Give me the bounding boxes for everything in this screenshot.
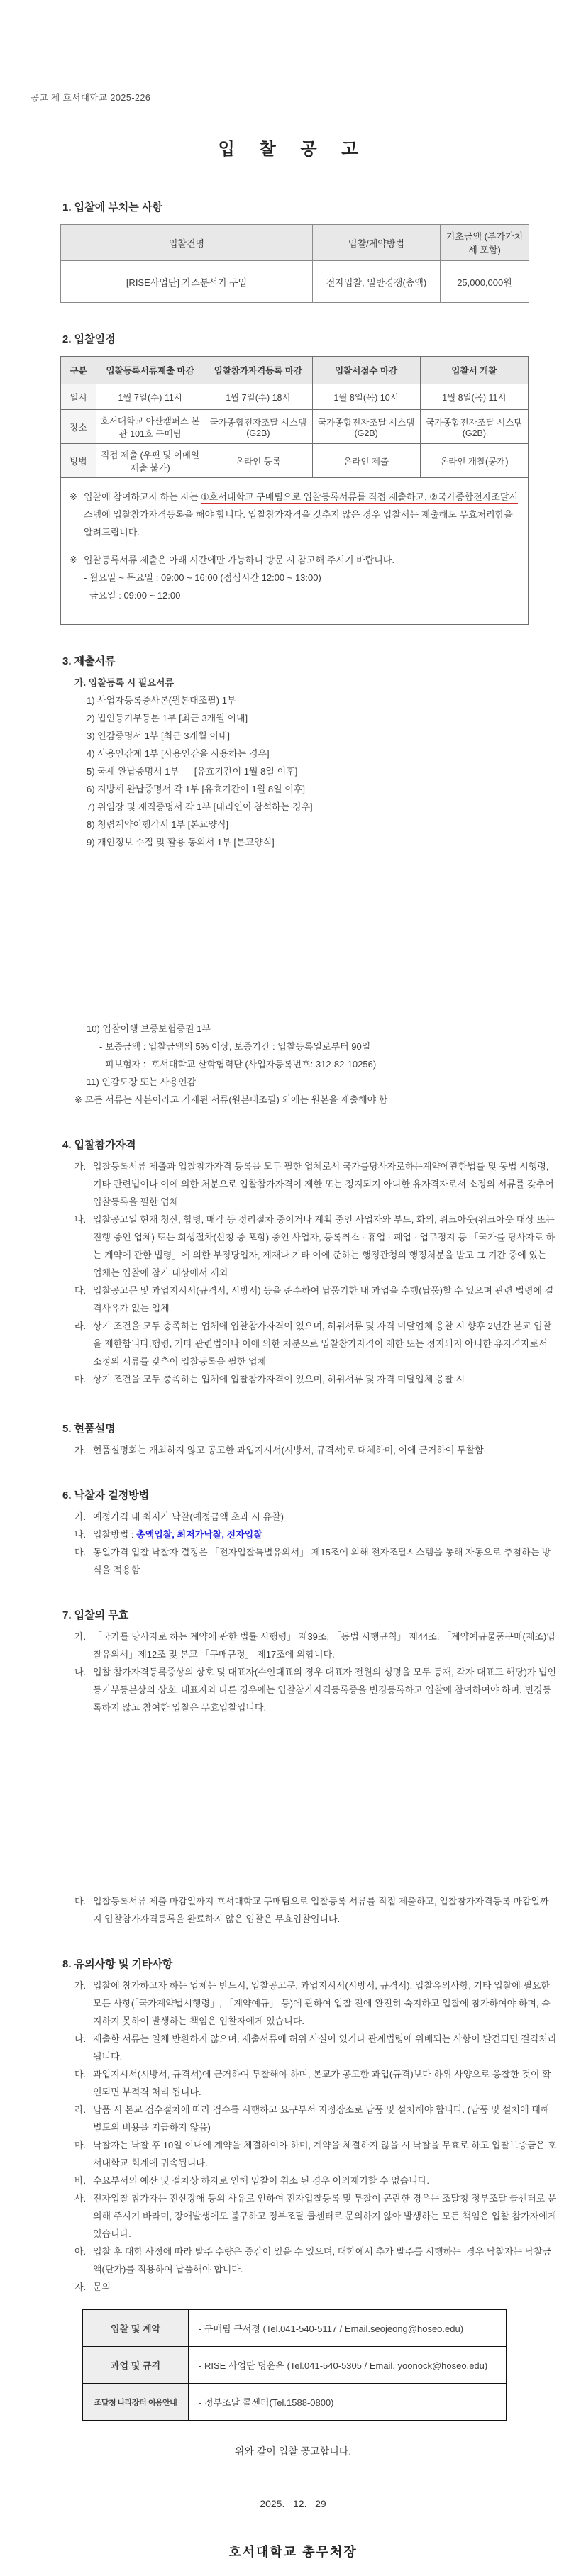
table-row	[61, 410, 529, 444]
closing-statement: 위와 같이 입찰 공고합니다.	[234, 2445, 352, 2457]
bid-title-cell: [RISE사업단] 가스분석기 구입	[61, 261, 313, 303]
list-item: 5) 국세 완납증명서 1부 [유효기간이 1월 8일 이후]	[87, 766, 298, 777]
award-method-list	[74, 1508, 586, 1579]
required-documents-list-continued	[87, 1020, 586, 1091]
schedule-note-2	[70, 551, 519, 604]
item-text: 입찰등록서류 제출 마감일까지 호서대학교 구매팀으로 입찰등록 서류를 직접 제출하고, 입찰참가자격등록 마감일까지 입찰참가자격등록을 완료하지 않은 입찰은 무효입찰입니다.	[93, 1896, 549, 1924]
schedule-cell: 1월 7일(수) 18시	[204, 384, 312, 410]
item-label: 바.	[74, 2175, 87, 2186]
item-label: 라.	[74, 1321, 87, 1331]
row-label: 장소	[61, 410, 96, 444]
list-item	[74, 2030, 586, 2065]
note-mark: ※	[70, 555, 77, 565]
item-text: 전자입찰 참가자는 전산장애 등의 사유로 인하여 전자입찰등록 및 투찰이 곤란한 경우는 조달청 정부조달 콜센터로 문의해 주시기 바라며, 장애발생에도 불구하고 정부조달 콜센터로 문의하지 않아 발생하는 모든 책임은 입찰 참가자에게 있습니다.	[93, 2193, 559, 2239]
item-label: 나.	[74, 1214, 87, 1225]
list-item	[74, 2136, 586, 2172]
list-item	[74, 2278, 586, 2296]
item-text: 과업지시서(시방서, 규격서)에 근거하여 투찰해야 하며, 본교가 공고한 과업(규격)보다 하위 사양으로 응찰한 것이 확인되면 부적격 처리 됩니다.	[93, 2069, 551, 2097]
list-item	[74, 1211, 586, 1282]
bid-item-table	[60, 224, 529, 303]
item-text: 상기 조건을 모두 충족하는 업체에 입찰참가자격이 있으며, 허위서류 및 자격 미달업체 응찰 시	[93, 1374, 465, 1384]
schedule-notes-cell	[61, 478, 529, 625]
item-label: 라.	[74, 2104, 87, 2115]
item-label: 가.	[74, 1445, 87, 1455]
item-text: 「국가를 당사자로 하는 계약에 관한 법률 시행령」 제39조, 「동법 시행규칙」 제44조, 「계약예규물품구매(제조)입찰유의서」제12조 및 본교 「구매규정」 제17조에 의합니다.	[93, 1631, 555, 1660]
list-item: 8) 청렴계약이행각서 1부 [본교양식]	[87, 819, 229, 830]
list-item: 3) 인감증명서 1부 [최근 3개월 이내]	[87, 731, 230, 741]
note-text: 입찰등록서류 제출은 아래 시간에만 가능하니 방문 시 참고해 주시기 바랍니다.	[84, 555, 394, 565]
row-label: 방법	[61, 444, 96, 478]
bid-method-highlight: 총액입찰, 최저가낙찰, 전자입찰	[136, 1529, 262, 1540]
bid-schedule-table	[60, 356, 529, 625]
note-sub-line: - 금요일 : 09:00 ~ 12:00	[84, 590, 181, 601]
list-item	[74, 1370, 586, 1388]
list-item	[74, 1317, 586, 1370]
note-part: 입찰에 참여하고자 하는 자는	[84, 492, 201, 502]
list-item	[74, 1441, 586, 1459]
list-item	[74, 2172, 586, 2189]
qualification-list	[74, 1157, 586, 1388]
section3-note: ※ 모든 서류는 사본이라고 기재된 서류(원본대조필) 외에는 원본을 제출해야 함	[74, 1094, 388, 1105]
item-label: 가.	[74, 1980, 87, 1991]
section3-heading: 3. 제출서류	[62, 655, 116, 667]
list-item	[74, 1977, 586, 2030]
contact-label: 조달청 나라장터 이용안내	[82, 2384, 189, 2421]
contact-label: 과업 및 규격	[82, 2347, 189, 2384]
item-text: 입찰등록서류 제출과 입찰참가자격 등록을 모두 필한 업체로서 국가를당사자로하는계약에관한법률 및 동법 시행령, 기타 관련법이나 이에 의한 처분으로 입찰참가자격이 제한 또는 정지되지 아니한 유자격자로서 소정의 서류를 갖추어 입찰등록을 필한 업체	[93, 1161, 557, 1207]
note-mark: ※	[70, 492, 77, 502]
table-row	[61, 261, 529, 303]
item-text: 수요부서의 예산 및 절차상 하자로 인해 입찰이 취소 된 경우 이의제기할 수 없습니다.	[93, 2175, 429, 2186]
item-label: 자.	[74, 2282, 87, 2292]
item-text: 동일가격 입찰 낙찰자 결정은 「전자입찰특별유의서」 제15조에 의해 전자조달시스템을 통해 자동으로 추첨하는 방식을 적용함	[93, 1547, 551, 1575]
notice-number: 공고 제 호서대학교 2025-226	[31, 93, 151, 103]
section1-heading: 1. 입찰에 부치는 사항	[62, 201, 162, 213]
item-label: 마.	[74, 2140, 87, 2150]
contact-value: - 구매팀 구서정 (Tel.041-540-5117 / Email.seojeong@hoseo.edu)	[189, 2309, 507, 2347]
contact-value: - 정부조달 콜센터(Tel.1588-0800)	[189, 2384, 507, 2421]
section7-heading: 7. 입찰의 무효	[62, 1609, 129, 1621]
required-documents-list	[87, 692, 586, 851]
item-label: 나.	[74, 1529, 87, 1540]
item-label: 다.	[74, 1547, 87, 1558]
section2-heading: 2. 입찰일정	[62, 333, 116, 345]
note-text	[84, 488, 519, 541]
list-item: 11) 인감도장 또는 사용인감	[87, 1077, 197, 1087]
list-item: 2) 법인등기부등본 1부 [최근 3개월 이내]	[87, 713, 248, 723]
page-break-gap	[0, 851, 586, 1020]
schedule-cell: 1월 8일(목) 11시	[420, 384, 528, 410]
item-text: 입찰 참가자격등록증상의 상호 및 대표자(수인대표의 경우 대표자 전원의 성명을 모두 등재, 각자 대표도 해당)가 법인등기부등본상의 상호, 대표자와 다른 경우에는 입찰참가자격등록증을 변경등록하고 입찰에 참여하여야 하며, 변경등록하지 않고 참여한 입찰은 무효입찰입니다.	[93, 1667, 557, 1713]
list-item: 6) 지방세 완납증명서 각 1부 [유효기간이 1월 8일 이후]	[87, 784, 305, 794]
section3-subheading: 가. 입찰등록 시 필요서류	[74, 677, 175, 688]
table-row	[82, 2347, 507, 2384]
table-row	[82, 2309, 507, 2347]
schedule-note-1	[70, 488, 519, 541]
column-header: 입찰건명	[61, 225, 313, 261]
item-text: 낙찰자는 낙찰 후 10일 이내에 계약을 체결하여야 하며, 계약을 체결하지 않을 시 낙찰을 무효로 하고 입찰보증금은 호서대학교 회계에 귀속됩니다.	[93, 2140, 557, 2168]
onsite-explanation-list	[74, 1441, 586, 1459]
item-text: 문의	[93, 2282, 111, 2292]
sub-list-item: - 피보험자 : 호서대학교 산학협력단 (사업자등록번호: 312-82-10256)	[99, 1059, 377, 1070]
list-item	[74, 1628, 586, 1663]
item-text: 현품설명회는 개최하지 않고 공고한 과업지시서(시방서, 규격서)로 대체하며, 이에 근거하여 투찰함	[93, 1445, 484, 1455]
list-item: 7) 위임장 및 재직증명서 각 1부 [대리인이 참석하는 경우]	[87, 801, 313, 812]
list-item: 9) 개인정보 수집 및 활용 동의서 1부 [본교양식]	[87, 837, 275, 848]
column-header: 기초금액 (부가가치세 포함)	[441, 225, 529, 261]
column-header: 입찰서 개찰	[420, 357, 528, 384]
schedule-cell: 1월 7일(수) 11시	[96, 384, 204, 410]
list-item: 4) 사용인감계 1부 [사용인감을 사용하는 경우]	[87, 748, 270, 759]
item-text: 입찰에 참가하고자 하는 업체는 반드시, 입찰공고문, 과업지시서(시방서, 규격서), 입찰유의사항, 기타 입찰에 필요한 모든 사항(「국가계약법시행령」, 「계약예규」 등)에 관하여 입찰 전에 완전히 숙지하고 입찰에 참가하여야 하며, 숙지하지 못하여 발생하는 책임은 입찰자에게 있습니다.	[93, 1980, 553, 2026]
item-label: 사.	[74, 2193, 87, 2204]
page-break-gap	[0, 1716, 586, 1892]
invalid-bid-list-continued	[74, 1892, 586, 1928]
schedule-cell: 국가종합전자조달 시스템(G2B)	[420, 410, 528, 444]
column-header: 입찰등록서류제출 마감	[96, 357, 204, 384]
base-amount-cell: 25,000,000원	[441, 261, 529, 303]
item-label: 다.	[74, 2069, 87, 2080]
schedule-cell: 1월 8일(목) 10시	[312, 384, 420, 410]
table-row	[61, 478, 529, 625]
notes-list	[74, 1977, 586, 2296]
section6-heading: 6. 낙찰자 결정방법	[62, 1489, 150, 1501]
row-label: 일시	[61, 384, 96, 410]
item-text: 예정가격 내 최저가 낙찰(예정금액 초과 시 유찰)	[93, 1511, 284, 1522]
table-row	[82, 2384, 507, 2421]
list-item	[74, 1892, 586, 1928]
column-header: 구분	[61, 357, 96, 384]
announcement-date: 2025. 12. 29	[260, 2498, 326, 2509]
item-label: 가.	[74, 1161, 87, 1172]
sub-list	[99, 1038, 586, 1073]
table-row	[61, 444, 529, 478]
bid-method-cell: 전자입찰, 일반경쟁(총액)	[313, 261, 441, 303]
item-label: 나.	[74, 1667, 87, 1677]
schedule-cell: 직접 제출 (우편 및 이메일 제출 불가)	[96, 444, 204, 478]
contact-label: 입찰 및 계약	[82, 2309, 189, 2347]
list-item	[74, 2189, 586, 2243]
bid-notice-document	[0, 91, 586, 2576]
item-text: 납품 시 본교 검수절차에 따라 검수를 시행하고 요구부서 지정장소로 납품 및 설치해야 합니다. (납품 및 설치에 대해 별도의 비용을 지급하지 않음)	[93, 2104, 553, 2133]
list-item	[74, 1157, 586, 1211]
item-text: 입찰 후 대학 사정에 따라 발주 수량은 증감이 있을 수 있으며, 대학에서 추가 발주를 시행하는 경우 낙찰자는 낙찰금액(단가)를 적용하여 납품해야 합니다.	[93, 2246, 552, 2275]
item-label: 마.	[74, 1374, 87, 1384]
item-label: 나.	[74, 2033, 87, 2044]
list-item	[74, 1526, 586, 1543]
list-item	[74, 2065, 586, 2101]
schedule-cell: 호서대학교 아산캠퍼스 본관 101호 구매팀	[96, 410, 204, 444]
column-header: 입찰/계약방법	[313, 225, 441, 261]
list-item: 1) 사업자등록증사본(원본대조필) 1부	[87, 695, 236, 706]
signer-title: 호서대학교 총무처장	[228, 2545, 358, 2559]
list-item	[74, 1282, 586, 1317]
schedule-cell: 온라인 제출	[312, 444, 420, 478]
invalid-bid-list	[74, 1628, 586, 1716]
list-item	[74, 1663, 586, 1716]
item-prefix: 입찰방법 :	[93, 1529, 137, 1540]
item-label: 가.	[74, 1631, 87, 1642]
item-text	[93, 1526, 586, 1543]
section4-heading: 4. 입찰참가자격	[62, 1139, 136, 1151]
list-item: 10) 입찰이행 보증보험증권 1부	[87, 1023, 211, 1034]
list-item	[74, 1508, 586, 1526]
item-text: 제출한 서류는 일체 반환하지 않으며, 제출서류에 허위 사실이 있거나 관계법령에 위배되는 사항이 발견되면 결격처리 됩니다.	[93, 2033, 559, 2062]
section5-heading: 5. 현품설명	[62, 1423, 116, 1435]
sub-list-item: - 보증금액 : 입찰금액의 5% 이상, 보증기간 : 입찰등록일로부터 90일	[99, 1041, 371, 1052]
table-row	[61, 384, 529, 410]
item-label: 아.	[74, 2246, 87, 2257]
note-part: 을 해야 합니다. 입찰참가자격을 갖추지 않은 경우 입찰서는 제출해도 무효처리함을 알려드립니다.	[84, 509, 516, 538]
contact-value: - RISE 사업단 명윤옥 (Tel.041-540-5305 / Email. yoonock@hoseo.edu)	[189, 2347, 507, 2384]
column-header: 입찰참가자격등록 마감	[204, 357, 312, 384]
document-title: 입 찰 공 고	[218, 140, 368, 159]
item-label: 가.	[74, 1511, 87, 1522]
item-text: 상기 조건을 모두 충족하는 업체에 입찰참가자격이 있으며, 허위서류 및 자격 미달업체 응찰 시 향후 2년간 본교 입찰을 제한합니다.행령, 기타 관련법이나 이에 의한 처분으로 입찰참가자격이 제한 또는 정지되지 아니한 유자격자로서 소정의 서류를 갖추어 입찰등록을 필한 업체	[93, 1321, 552, 1367]
note-underlined-part: ①호서대학교 구매팀으로 입찰등록서류를 직접 제출하고, ②국가종합전자조달시스템에 입찰참가자격등록	[84, 492, 518, 520]
item-text: 입찰공고문 및 과업지시서(규격서, 시방서) 등을 준수하여 납품기한 내 과업을 수행(납품)할 수 있으며 관련 법령에 결격사유가 없는 업체	[93, 1285, 554, 1314]
list-item	[74, 2243, 586, 2278]
schedule-cell: 국가종합전자조달 시스템(G2B)	[312, 410, 420, 444]
schedule-cell: 온라인 등록	[204, 444, 312, 478]
section8-heading: 8. 유의사항 및 기타사항	[62, 1958, 173, 1970]
list-item	[74, 1543, 586, 1579]
contact-table	[82, 2309, 507, 2421]
item-text: 입찰공고일 현재 청산, 합병, 매각 등 정리절차 중이거나 계획 중인 사업자와 부도, 화의, 워크아웃(워크아웃 대상 또는 진행 중인 업체) 또는 회생절차(신청 중 포함) 중인 사업자, 등록취소 · 휴업 · 폐업 · 업무정지 등 「국가를 당사자로 하는 계약에 관한 법령」에 의한 부정당업자, 제재나 기타 이에 준하는 행정관청의 행정처분을 받고 그 기간 중에 있는 업체는 입찰에 참가 대상에서 제외	[93, 1214, 558, 1278]
note-sub-line: - 월요일 ~ 목요일 : 09:00 ~ 16:00 (점심시간 12:00 ~ 13:00)	[84, 572, 321, 583]
list-item	[74, 2101, 586, 2136]
item-label: 다.	[74, 1285, 87, 1296]
column-header: 입찰서접수 마감	[312, 357, 420, 384]
schedule-cell: 온라인 개찰(공개)	[420, 444, 528, 478]
item-label: 다.	[74, 1896, 87, 1906]
schedule-cell: 국가종합전자조달 시스템(G2B)	[204, 410, 312, 444]
